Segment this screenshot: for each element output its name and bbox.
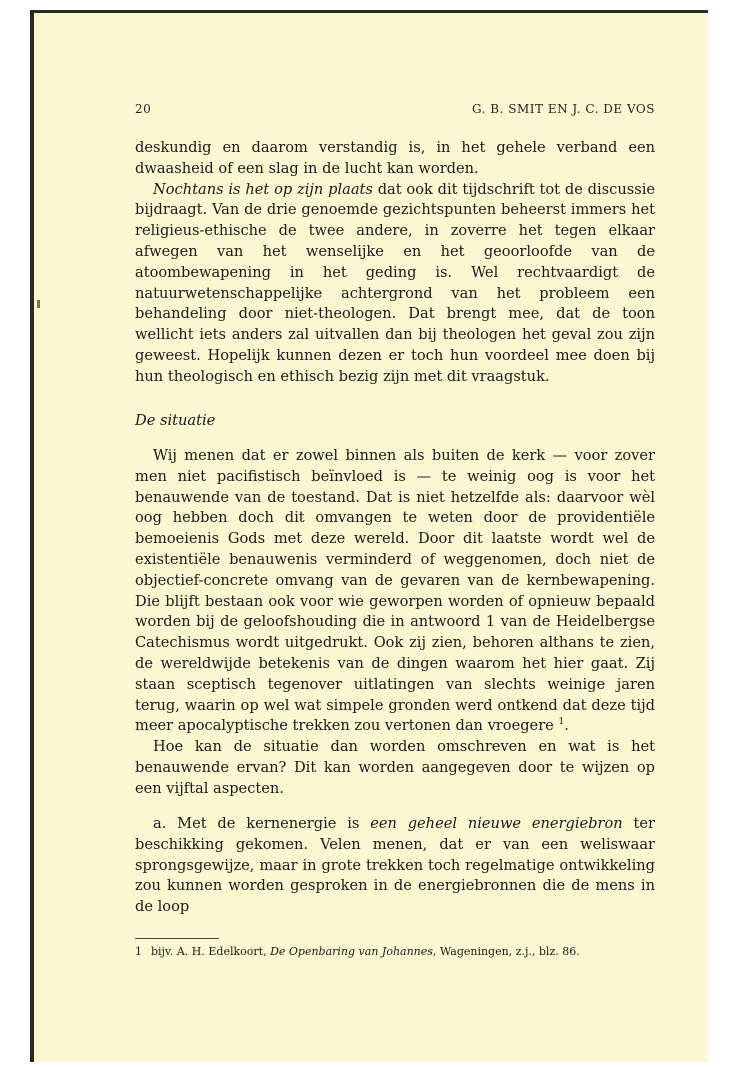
paragraph-5-lead: a. Met de kernenergie is bbox=[153, 815, 371, 832]
body-text-middle bbox=[135, 446, 655, 800]
paragraph-2-italic: Nochtans is het op zijn plaats bbox=[153, 180, 373, 198]
scan-speck bbox=[37, 300, 40, 308]
page-header bbox=[135, 102, 655, 120]
paragraph-5 bbox=[135, 814, 655, 918]
footnote-rule bbox=[135, 938, 219, 939]
scanned-page bbox=[30, 10, 708, 1062]
footnote-reference: 1 bbox=[558, 717, 565, 728]
paragraph-2-text: dat ook dit tijdschrift tot de discussie bijdraagt. Van de drie genoemde gezichtspunten beheerst immers het religieus-ethische de twee andere, in zoverre het tegen elkaar afwegen van het wenselijke en het geoorloofde van de atoombewapening in het geding is. Wel rechtvaardigt de natuurwetenschappelijke achtergrond van het probleem een behandeling door niet-theologen. Dat brengt mee, dat de toon wellicht iets anders zal uitvallen dan bij theologen het geval zou zijn geweest. Hopelijk kunnen dezen er toch hun voordeel mee doen bij hun theologisch en ethisch bezig zijn met dit vraagstuk. bbox=[135, 180, 655, 385]
body-text-top bbox=[135, 138, 655, 388]
paragraph-4: Hoe kan de situatie dan worden omschreven en wat is het benauwende ervan? Dit kan worden aangegeven door te wijzen op een vijftal aspecten. bbox=[135, 738, 655, 797]
footnote bbox=[135, 945, 655, 959]
running-title: G. B. SMIT EN J. C. DE VOS bbox=[472, 102, 655, 116]
paragraph-5-italic: een geheel nieuwe energiebron bbox=[370, 815, 623, 832]
footnote-prefix: bijv. A. H. Edelkoort, bbox=[151, 945, 271, 958]
page-top-edge bbox=[30, 10, 708, 13]
paragraph-1: deskundig en daarom verstandig is, in het gehele verband een dwaasheid of een slag in de lucht kan worden. bbox=[135, 139, 655, 177]
footnote-title: De Openbaring van Johannes bbox=[270, 945, 433, 958]
paragraph-5-text: ter beschikking gekomen. Velen menen, dat er van een weliswaar sprongsgewijze, maar in grote trekken toch regelmatige ontwikkeling zou kunnen worden gesproken in de energiebronnen die de mens in de loop bbox=[135, 815, 656, 916]
footnote-number: 1 bbox=[135, 945, 142, 958]
paragraph-3 bbox=[135, 446, 655, 737]
paragraph-2 bbox=[135, 180, 655, 388]
page-number: 20 bbox=[135, 102, 152, 116]
footnote-suffix: , Wageningen, z.j., blz. 86. bbox=[432, 945, 580, 958]
paragraph-3-text: Wij menen dat er zowel binnen als buiten de kerk — voor zover men niet pacifistisch beïnvloed is — te weinig oog is voor het benauwende van de toestand. Dat is niet hetzelfde als: daarvoor wèl oog hebben doch dit omvangen te weten door de providentiële bemoeienis Gods met deze wereld. Door dit laatste wordt wel de existentiële benauwenis verminderd of weggenomen, doch niet de objectief-concrete omvang van de gevaren van de kernbewapening. Die blijft bestaan ook voor wie geworpen worden of opnieuw bepaald worden bij de geloofshouding die in antwoord 1 van de Heidelbergse Catechismus wordt uitgedrukt. Ook zij zien, behoren althans te zien, de wereldwijde betekenis van de dingen waarom het hier gaat. Zij staan sceptisch tegenover uitlatingen van slechts weinige jaren terug, waarin op wel wat simpele gronden werd ontkend dat deze tijd meer apocalyptische trekken zou vertonen dan vroegere bbox=[135, 447, 655, 735]
body-text-bottom bbox=[135, 814, 655, 918]
page-left-edge bbox=[30, 10, 34, 1062]
section-heading: De situatie bbox=[135, 412, 216, 429]
paragraph-3-end: . bbox=[564, 717, 569, 735]
